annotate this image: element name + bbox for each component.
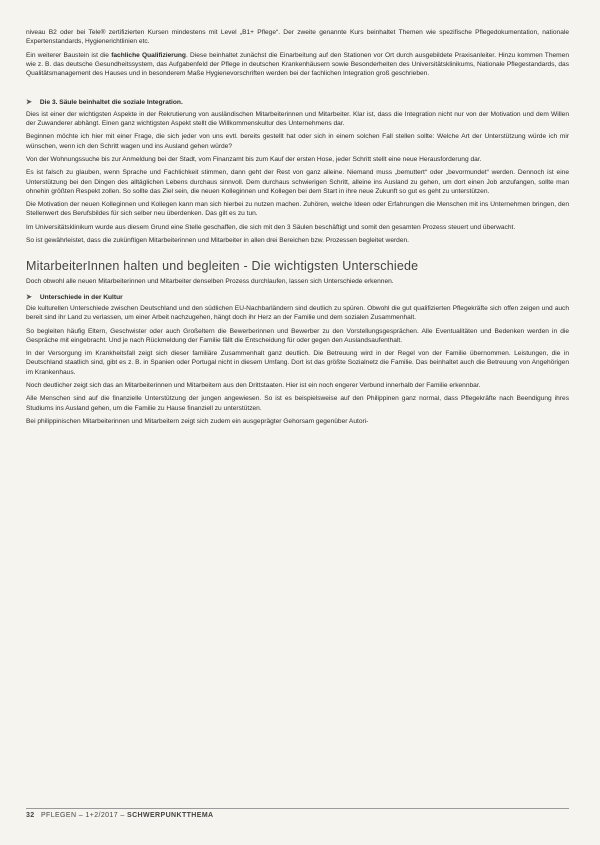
culture-subheading-text: Unterschiede in der Kultur bbox=[39, 293, 123, 301]
article-body bbox=[26, 28, 569, 430]
page-footer bbox=[26, 808, 569, 819]
section3-heading bbox=[26, 98, 569, 107]
culture-paragraph: Bei philippinischen Mitarbeiterinnen und Mitarbeitern zeigt sich zudem ein ausgeprägter Gehorsam gegenüber Autori- bbox=[26, 417, 369, 425]
culture-subheading bbox=[26, 293, 569, 302]
section3-paragraph: Dies ist einer der wichtigsten Aspekte in der Rekrutierung von ausländischen Mitarbeiterinnen und Mitarbeiter. Klar ist, dass die Integration nicht nur von der Motivation und dem Willen der Zuwanderer abhängt. Einen ganz wichtigsten Aspekt stellt die Willkommenskultur des Unternehmens dar. bbox=[26, 110, 569, 128]
section3-paragraph: Beginnen möchte ich hier mit einer Frage, die sich jeder von uns evtl. bereits gestellt hat oder sich in einem solchen Fall stellen sollte: Welche Art der Unterstützung würde ich mir wünschen, wenn ich den Schritt wagen und ins Ausland gehen würde? bbox=[26, 133, 569, 150]
culture-paragraph: Alle Menschen sind auf die finanzielle Unterstützung der jungen angewiesen. So ist es beispielsweise auf den Philippinen ganz normal, dass Pflegekräfte nach Beendigung ihres Studiums ins Ausland gehen, um die Familie zu Hause finanziell zu unterstützen. bbox=[26, 395, 569, 412]
text-run: . Diese beinhaltet zunächst die Einarbeitung auf den Stationen vor Ort durch ausgebildete Praxisanleiter. Hinzu kommen Themen wie z. B. das deutsche Gesundheitssystem, das Aufgabenfeld der Pflege in deutschen Krankenhäusern sowie Besonderheiten des Universitätsklinikums, Nationale Pflegestandards, das Qualitätsmanagement des Hauses und in besonderem Maße Hygienevorschriften werden bei der fachlichen Integration groß geschrieben. bbox=[26, 51, 569, 78]
bold-term: fachliche Qualifizierung bbox=[111, 51, 186, 59]
section3-heading-text: Die 3. Säule beinhaltet die soziale Integration. bbox=[39, 99, 183, 107]
section3-paragraph: Die Motivation der neuen Kolleginnen und Kollegen kann man sich hierbei zu nutzen machen. Zuhören, welche Ideen oder Erfahrungen die Menschen mit ins Unternehmen bringen, den Stellenwert des Berufsbildes für sich selber neu überdenken. Das gilt es zu tun. bbox=[26, 201, 569, 218]
section-title: MitarbeiterInnen halten und begleiten - Die wichtigsten Unterschiede bbox=[26, 259, 419, 274]
culture-paragraph: In der Versorgung im Krankheitsfall zeigt sich dieser familiäre Zusammenhalt ganz deutlich. Die Betreuung wird in der Regel von der Familie übernommen. Leistungen, die in Deutschland staatlich sind, gibt es z. B. in Spanien oder Portugal nicht in diesem Umfang. Dort ist das größte Sozialnetz die Familie. Das beinhaltet auch die Betreuung von Angehörigen im Krankenhaus. bbox=[26, 350, 569, 376]
chevron-right-icon: ➤ bbox=[26, 99, 32, 107]
page-number: 32 bbox=[26, 812, 35, 819]
section-intro: Doch obwohl alle neuen Mitarbeiterinnen und Mitarbeiter denselben Prozess durchlaufen, lassen sich Unterschiede erkennen. bbox=[26, 278, 394, 286]
section3-paragraph: So ist gewährleistet, dass die zukünftigen Mitarbeiterinnen und Mitarbeiter in allen drei Bereichen bzw. Prozessen begleitet werden. bbox=[26, 237, 410, 245]
section-label: SCHWERPUNKTTHEMA bbox=[127, 812, 214, 819]
section3-paragraph: Von der Wohnungssuche bis zur Anmeldung bei der Stadt, vom Finanzamt bis zum Kauf der ersten Hose, jeder Schritt stellt eine neue Herausforderung dar. bbox=[26, 155, 482, 163]
culture-paragraph: Noch deutlicher zeigt sich das an Mitarbeiterinnen und Mitarbeitern aus den Drittstaaten. Hier ist ein noch engerer Verbund innerhalb der Familie erkennbar. bbox=[26, 382, 481, 390]
culture-paragraph: So begleiten häufig Eltern, Geschwister oder auch Großeltern die Bewerberinnen und Bewerber zu den Vorstellungsgesprächen. Alle Eventualitäten und Bedenken werden in die Gespräche mit eingebracht. Und je nach Rückmeldung der Familie fällt die Entscheidung für oder gegen den Auslandsaufenthalt. bbox=[26, 327, 569, 344]
section3-paragraph: Es ist falsch zu glauben, wenn Sprache und Fachlichkeit stimmen, dann geht der Rest von ganz alleine. Niemand muss „bemuttert“ oder „bevormundet“ werden. Dennoch ist eine Unterstützung bei den Dingen des alltäglichen Lebens durchaus sinnvoll. Dem durchaus schwierigen Schritt, alleine ins Ausland zu gehen, um dort einen Job anzufangen, sollte man ohnehin größten Respekt zollen. So sollte das Ziel sein, die neuen Kolleginnen und Kollegen bei dem Start in ihre neue Zukunft so gut es geht zu unterstützen. bbox=[26, 169, 569, 195]
culture-paragraph: Die kulturellen Unterschiede zwischen Deutschland und den südlichen EU-Nachbarländern sind deutlich zu spüren. Obwohl die gut qualifizierten Pflegekräfte sich offen zeigen und auch bereit sind ihr Land zu verlassen, um einer Arbeit nachzugehen, hängt doch ihr Herz an der Familie und dem sozialen Zusammenhalt. bbox=[26, 304, 569, 322]
text-run: Ein weiterer Baustein ist die bbox=[26, 51, 112, 59]
magazine-issue: PFLEGEN – 1+2/2017 – bbox=[40, 812, 125, 819]
qualification-paragraph bbox=[26, 51, 569, 79]
chevron-right-icon: ➤ bbox=[26, 293, 32, 301]
intro-paragraph: niveau B2 oder bei Tele® zertifizierten Kursen mindestens mit Level „B1+ Pflege“. Der zweite genannte Kurs beinhaltet Themen wie spezifische Pflegedokumentation, nationale Expertenstandards, Hygienerichtlinien etc. bbox=[26, 29, 569, 46]
section3-paragraph: Im Universitätsklinikum wurde aus diesem Grund eine Stelle geschaffen, die sich mit den 3 Säulen beschäftigt und somit den gesamten Prozess steuert und überwacht. bbox=[26, 223, 516, 231]
